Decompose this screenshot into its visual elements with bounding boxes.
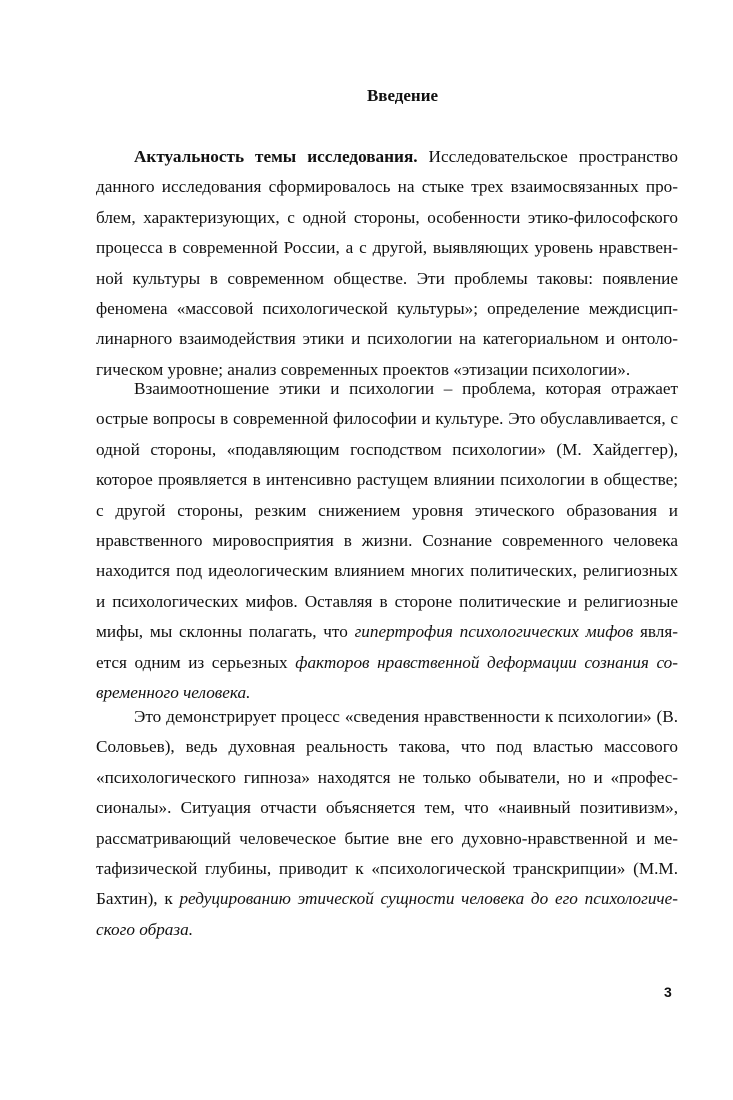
- italic-emphasis: факторов нравственной деформации сознания современного человека.: [96, 652, 679, 703]
- paragraph-text: Взаимоотношение этики и психологии – проблема, которая отражает острые вопросы в современной философии и культуре. Это обуславливается, с одной стороны, «подавляющим господством психологии» (М. Хайдеггер), которое проявляется в интенсивно растущем влиянии психологии в обществе; с другой стороны, резким снижением уровня этического образования и нравственного мировосприятия в жизни. Сознание современного человека находится под идеологическим влиянием многих политических, религиозных и психологических мифов. Оставляя в стороне политические и религиозные мифы, мы склонны полагать, что: [96, 379, 678, 642]
- page-number: 3: [664, 984, 672, 1000]
- paragraph-reduction: [96, 702, 678, 945]
- italic-emphasis: гипертрофия психологических мифов: [354, 622, 634, 642]
- paragraph-relevance: [96, 142, 678, 385]
- paragraph-text: Это демонстрирует процесс «сведения нравственности к психологии» (В. Соловьев), ведь духовная реальность такова, что под властью массового «психологического гипноза» находятся не только обыватели, но и «профессионалы». Ситуация отчасти объясняется тем, что «наивный позитивизм», рассматривающий человеческое бытие вне его духовно-нравственной и метафизической глубины, приводит к «психологической транскрипции» (М.М. Бахтин), к: [96, 707, 678, 909]
- paragraph-text: Исследовательское пространство данного исследования сформировалось на стыке трех взаимосвязанных проблем, характеризующих, с одной стороны, особенности этико-философского процесса в современной России, а с другой, выявляющих уровень нравственной культуры в современном обществе. Эти проблемы таковы: появление феномена «массовой психологической культуры»; определение междисциплинарного взаимодействия этики и психологии на категориальном и онтологическом уровне; анализ современных проектов «этизации психологии».: [96, 147, 679, 379]
- paragraph-lead: Актуальность темы исследования.: [134, 147, 418, 166]
- section-heading: Введение: [366, 86, 439, 105]
- paragraph-text: является одним из серьезных: [96, 622, 679, 672]
- italic-emphasis: редуцированию этической сущности человека до его психологического образа.: [96, 889, 678, 939]
- paragraph-ethics-psychology: [96, 374, 678, 708]
